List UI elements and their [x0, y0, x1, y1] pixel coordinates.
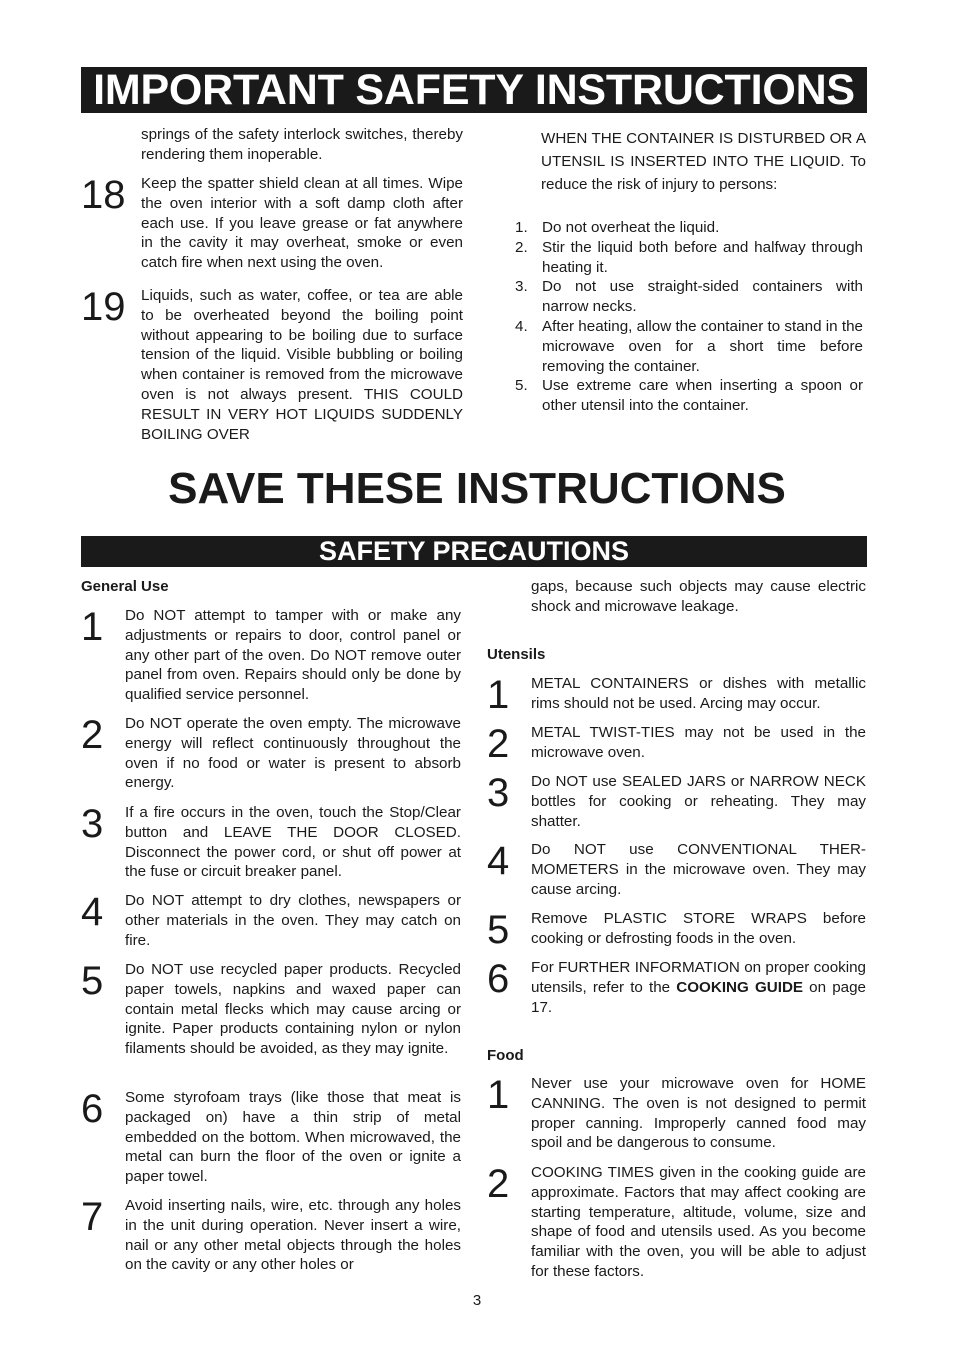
utensil-item-text: METAL TWIST-TIES may not be used in the microwave oven.	[531, 724, 866, 761]
section-heading-general-use: General Use	[81, 578, 169, 595]
list-text: Do not use straight-sided containers with narrow necks.	[542, 278, 863, 316]
list-item	[515, 317, 863, 376]
utensil-item-text: Do NOT use CONVENTIONAL THER-MOMETERS in the microwave oven. They may cause arcing.	[531, 841, 866, 898]
cooking-guide-reference: COOKING GUIDE	[676, 978, 804, 996]
section-heading-utensils: Utensils	[487, 646, 546, 663]
general-item-text: Do NOT attempt to tamper with or make any adjustments or repairs to door, control panel or any other part of the oven. Do NOT remove outer panel from oven. Repairs should only be done by qualified service personnel.	[125, 607, 461, 704]
utensil-item-number: 2	[487, 722, 510, 766]
utensil-item-text: Remove PLASTIC STORE WRAPS before cooking or defrosting foods in the oven.	[531, 910, 866, 947]
safety-precautions-banner: SAFETY PRECAUTIONS	[81, 536, 867, 567]
item-number-19: 19	[81, 285, 126, 329]
list-text: After heating, allow the container to stand in the microwave oven for a short time before removing the container.	[542, 317, 863, 375]
utensil-item-text: Do NOT use SEALED JARS or NARROW NECK bottles for cooking or reheating. They may shatter.	[531, 773, 866, 830]
general-item-number: 7	[81, 1195, 104, 1239]
list-number: 2.	[515, 238, 528, 256]
utensil-item-text	[531, 958, 866, 1017]
general-item-number: 6	[81, 1087, 104, 1131]
general-item-text: Do NOT attempt to dry clothes, newspapers or other materials in the oven. They may catch on fire.	[125, 892, 461, 949]
general-item-text: Some styrofoam trays (like those that meat is packaged on) have a thin strip of metal embedded on the bottom. When microwaved, the metal can burn the floor of the oven or ignite a paper towel.	[125, 1089, 461, 1186]
utensil-item-text: METAL CONTAINERS or dishes with metallic rims should not be used. Arcing may occur.	[531, 675, 866, 712]
utensil-item-number: 6	[487, 957, 510, 1001]
food-item-text: COOKING TIMES given in the cooking guide are approximate. Factors that may affect cooking are starting temperature, altitude, volume, size and shape of food and utensils used. As you become familiar with the oven, you will be able to adjust for these factors.	[531, 1164, 866, 1280]
food-item-text: Never use your microwave oven for HOME CANNING. The oven is not designed to permit proper canning. Improperly canned food may spoil and be dangerous to consume.	[531, 1075, 866, 1152]
section-heading-food: Food	[487, 1047, 524, 1064]
utensil-item-number: 3	[487, 771, 510, 815]
page-title-banner: IMPORTANT SAFETY INSTRUCTIONS	[81, 67, 867, 113]
list-number: 4.	[515, 317, 528, 335]
save-instructions-heading: SAVE THESE INSTRUCTIONS	[168, 464, 786, 513]
general-item-number: 3	[81, 802, 104, 846]
list-number: 3.	[515, 278, 528, 296]
list-text: Do not overheat the liquid.	[542, 219, 720, 236]
food-item-number: 2	[487, 1162, 510, 1206]
list-text: Stir the liquid both before and halfway through heating it.	[542, 238, 863, 276]
continued-paragraph: springs of the safety interlock switches, thereby rendering them inoperable.	[141, 126, 463, 163]
continued-paragraph-right: WHEN THE CONTAINER IS DISTURBED OR A UTENSIL IS INSERTED INTO THE LIQUID. To reduce the risk of injury to persons:	[541, 130, 866, 193]
list-item	[515, 277, 863, 317]
general-item-text: Do NOT use recycled paper products. Recycled paper towels, napkins and waxed paper can contain metal flecks which may cause arcing or ignite. Paper products containing nylon or nylon filaments should be avoided, as they may ignite.	[125, 961, 461, 1058]
utensil-text-part: For FURTHER INFORMATION on proper cooking utensils, refer to the	[531, 959, 866, 996]
continued-paragraph-general: gaps, because such objects may cause electric shock and microwave leakage.	[531, 578, 866, 615]
list-item	[515, 376, 863, 416]
liquid-safety-list	[515, 218, 863, 416]
utensil-item-number: 1	[487, 673, 510, 717]
item-text-19: Liquids, such as water, coffee, or tea are able to be overheated beyond the boiling point without appearing to be boiling due to surface tension of the liquid. Visible bubbling or boiling when container is removed from the microwave oven is not always present. THIS COULD RESULT IN VERY HOT LIQUIDS SUDDENLY BOILING OVER	[141, 287, 463, 443]
general-item-number: 5	[81, 959, 104, 1003]
general-item-text: Do NOT operate the oven empty. The microwave energy will reflect continuously throughout the oven if no food or water is present to absorb energy.	[125, 715, 461, 792]
general-item-text: If a fire occurs in the oven, touch the Stop/Clear button and LEAVE THE DOOR CLOSED. Disconnect the power cord, or shut off power at the fuse or circuit breaker panel.	[125, 804, 461, 881]
general-item-number: 2	[81, 713, 104, 757]
utensil-item-number: 5	[487, 908, 510, 952]
utensil-item-number: 4	[487, 839, 510, 883]
list-item	[515, 238, 863, 278]
item-number-18: 18	[81, 173, 126, 217]
item-text-18: Keep the spatter shield clean at all times. Wipe the oven interior with a soft damp cloth after each use. If you leave grease or fat anywhere in the cavity it may overheat, smoke or even catch fire when next using the oven.	[141, 175, 463, 272]
general-item-text: Avoid inserting nails, wire, etc. through any holes in the unit during operation. Never insert a wire, nail or any other metal objects through the holes on the cavity or any other holes or	[125, 1197, 461, 1274]
list-item	[515, 218, 863, 238]
list-number: 1.	[515, 219, 528, 236]
page-number: 3	[472, 1292, 482, 1309]
general-item-number: 1	[81, 605, 104, 649]
list-number: 5.	[515, 377, 528, 395]
list-text: Use extreme care when inserting a spoon or other utensil into the container.	[542, 377, 863, 415]
general-item-number: 4	[81, 890, 104, 934]
utensil-text-part: on page 17.	[531, 978, 866, 1016]
food-item-number: 1	[487, 1073, 510, 1117]
